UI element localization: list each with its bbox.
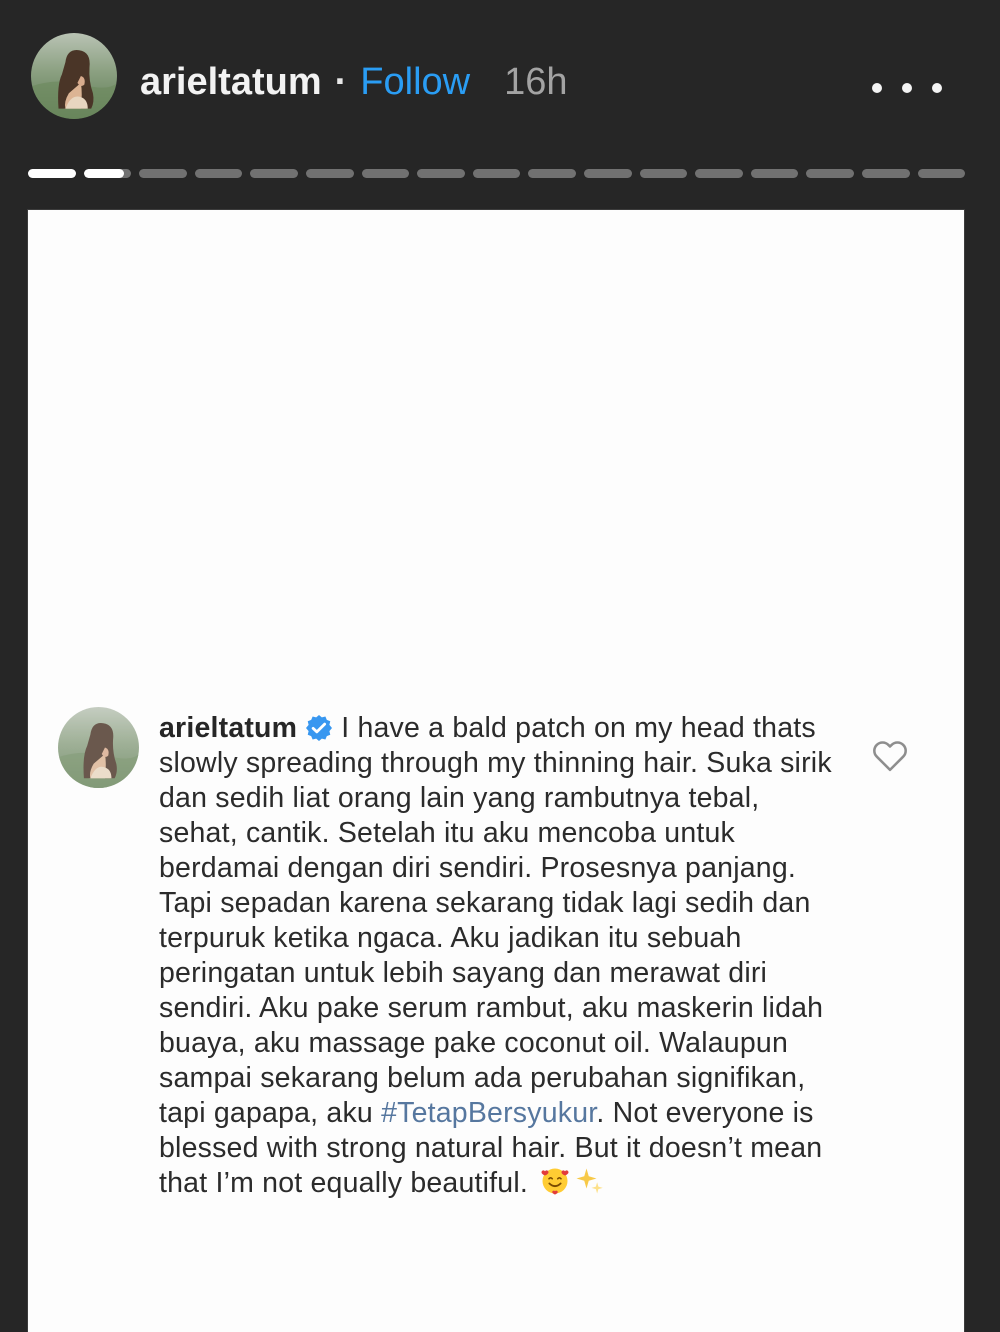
- more-options-button[interactable]: [872, 72, 942, 104]
- story-progress-segment: [306, 169, 354, 178]
- story-progress-segment: [528, 169, 576, 178]
- avatar-photo: [58, 707, 139, 788]
- story-progress-segment: [473, 169, 521, 178]
- story-progress: [28, 169, 965, 178]
- three-dots-icon: [902, 83, 912, 93]
- avatar-photo: [31, 33, 117, 119]
- follow-button[interactable]: Follow: [360, 61, 471, 103]
- caption-text: . Not everyone is blessed with strong natural hair. But it doesn’t mean that I’m not equally beautiful.: [159, 1097, 823, 1199]
- hashtag-link[interactable]: #TetapBersyukur: [381, 1097, 597, 1129]
- post-caption: [159, 711, 837, 1201]
- verified-badge-icon: [306, 715, 332, 741]
- sparkles-emoji: [574, 1166, 604, 1196]
- smiling-face-with-hearts-emoji: [540, 1166, 570, 1196]
- story-progress-segment: [195, 169, 243, 178]
- story-progress-segment: [28, 169, 76, 178]
- three-dots-icon: [932, 83, 942, 93]
- story-author-username[interactable]: arieltatum: [140, 61, 322, 103]
- story-progress-segment: [362, 169, 410, 178]
- story-progress-segment: [584, 169, 632, 178]
- story-author-avatar[interactable]: [31, 33, 117, 119]
- story-header: [140, 60, 568, 104]
- story-content-card[interactable]: [28, 210, 964, 1332]
- story-progress-segment: [751, 169, 799, 178]
- like-button[interactable]: [871, 738, 909, 774]
- story-timestamp: 16h: [504, 61, 568, 103]
- story-progress-segment: [84, 169, 132, 178]
- post-author-avatar[interactable]: [58, 707, 139, 788]
- post-author-username[interactable]: arieltatum: [159, 712, 298, 744]
- story-progress-segment: [250, 169, 298, 178]
- three-dots-icon: [872, 83, 882, 93]
- story-progress-segment: [417, 169, 465, 178]
- username-follow-separator: ·: [334, 61, 348, 103]
- story-progress-segment: [695, 169, 743, 178]
- story-progress-segment: [806, 169, 854, 178]
- emoji-group: [536, 1167, 604, 1199]
- story-progress-segment: [862, 169, 910, 178]
- heart-outline-icon: [871, 738, 909, 774]
- caption-text: I have a bald patch on my head thats slowly spreading through my thinning hair. Suka sirik dan sedih liat orang lain yang rambutnya tebal, sehat, cantik. Setelah itu aku mencoba untuk berdamai dengan diri sendiri. Prosesnya panjang. Tapi sepadan karena sekarang tidak lagi sedih dan terpuruk ketika ngaca. Aku jadikan itu sebuah peringatan untuk lebih sayang dan merawat diri sendiri. Aku pake serum rambut, aku maskerin lidah buaya, aku massage pake coconut oil. Walaupun sampai sekarang belum ada perubahan signifikan, tapi gapapa, aku: [159, 712, 832, 1129]
- story-progress-segment: [640, 169, 688, 178]
- story-progress-segment: [139, 169, 187, 178]
- story-progress-segment: [918, 169, 966, 178]
